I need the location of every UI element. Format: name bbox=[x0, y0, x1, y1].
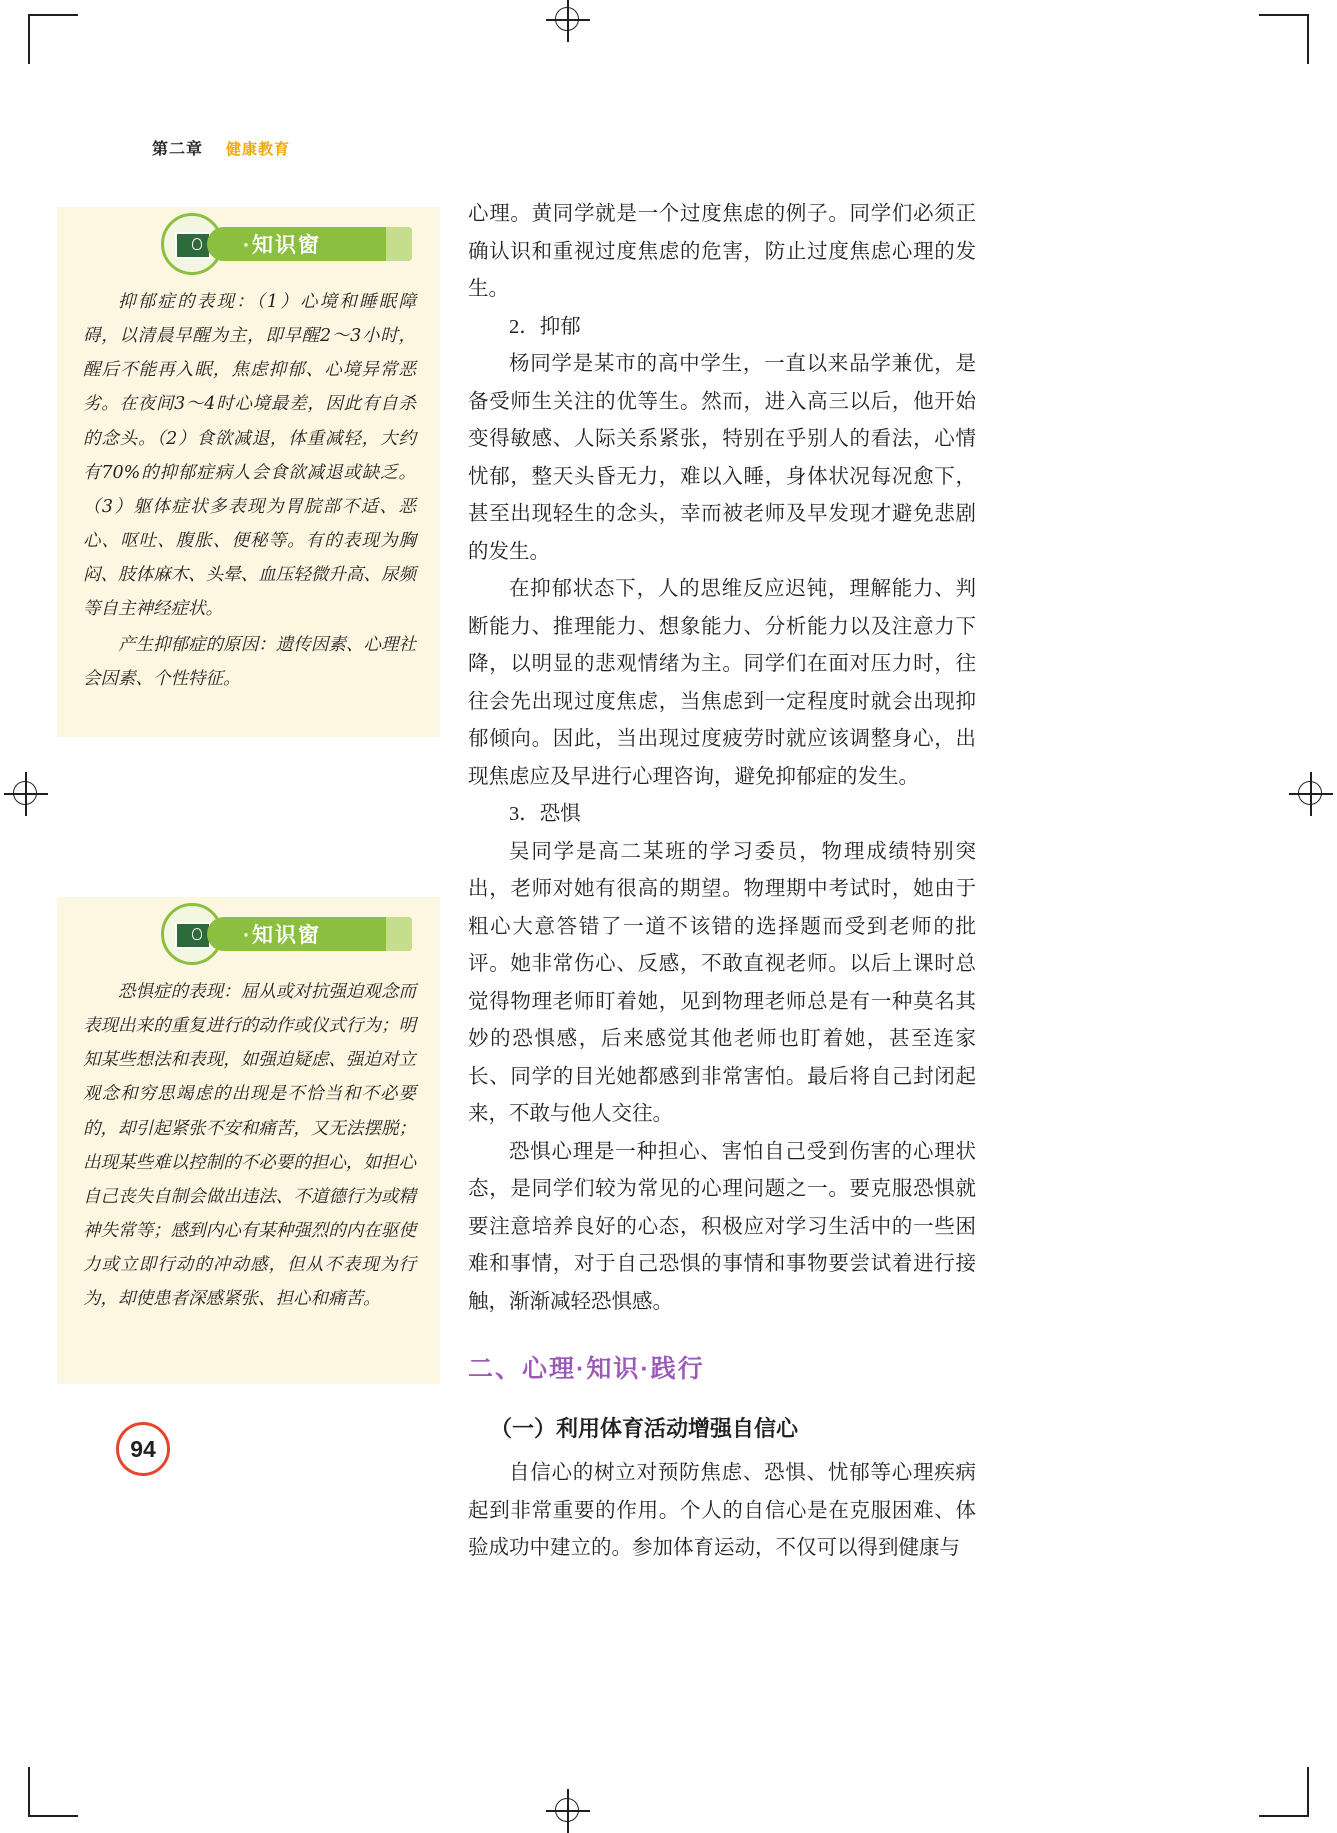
registration-mark-top bbox=[546, 0, 590, 42]
body-heading-2: 2．抑郁 bbox=[509, 315, 581, 338]
knowledge-box-1 bbox=[57, 207, 440, 737]
knowledge-box-2-title: ·知识窗 bbox=[243, 924, 321, 947]
main-text-column bbox=[468, 196, 976, 1568]
crop-mark-bottom-left bbox=[28, 1767, 78, 1817]
chapter-label: 第二章 bbox=[152, 141, 204, 158]
knowledge-box-1-paragraph-1: 抑郁症的表现：（1）心境和睡眠障碍，以清晨早醒为主，即早醒2～3小时，醒后不能再入眠，焦虑抑郁、心境异常恶劣。在夜间3～4时心境最差，因此有自杀的念头。（2）食欲减退，体重减轻，大约有70%的抑郁症病人会食欲减退或缺乏。（3）躯体症状多表现为胃脘部不适、恶心、呕吐、腹胀、便秘等。有的表现为胸闷、肢体麻木、头晕、血压轻微升高、尿频等自主神经症状。 bbox=[83, 292, 416, 620]
knowledge-box-2 bbox=[57, 897, 440, 1384]
body-paragraph-1: 心理。黄同学就是一个过度焦虑的例子。同学们必须正确认识和重视过度焦虑的危害，防止过度焦虑心理的发生。 bbox=[468, 203, 976, 300]
running-header bbox=[152, 136, 290, 159]
body-paragraph-5: 恐惧心理是一种担心、害怕自己受到伤害的心理状态，是同学们较为常见的心理问题之一。要克服恐惧就要注意培养良好的心态，积极应对学习生活中的一些困难和事情，对于自己恐惧的事情和事物要尝试着进行接触，渐渐减轻恐惧感。 bbox=[468, 1140, 976, 1313]
body-paragraph-4: 吴同学是高二某班的学习委员，物理成绩特别突出，老师对她有很高的期望。物理期中考试时，她由于粗心大意答错了一道不该错的选择题而受到老师的批评。她非常伤心、反感，不敢直视老师。以后上课时总觉得物理老师盯着她，见到物理老师总是有一种莫名其妙的恐惧感，后来感觉其他老师也盯着她，甚至连家长、同学的目光她都感到非常害怕。最后将自己封闭起来，不敢与他人交往。 bbox=[468, 840, 976, 1125]
body-paragraph-3: 在抑郁状态下，人的思维反应迟钝，理解能力、判断能力、推理能力、想象能力、分析能力以及注意力下降，以明显的悲观情绪为主。同学们在面对压力时，往往会先出现过度焦虑，当焦虑到一定程度时就会出现抑郁倾向。因此，当出现过度疲劳时就应该调整身心，出现焦虑应及早进行心理咨询，避免抑郁症的发生。 bbox=[468, 578, 976, 788]
knowledge-box-1-header bbox=[57, 207, 440, 285]
registration-mark-left bbox=[4, 772, 48, 816]
registration-mark-bottom bbox=[546, 1789, 590, 1833]
knowledge-box-1-body bbox=[57, 285, 440, 697]
sub-section-title: （一）利用体育活动增强自信心 bbox=[490, 1415, 799, 1441]
knowledge-box-2-header bbox=[57, 897, 440, 975]
knowledge-box-1-paragraph-2: 产生抑郁症的原因：遗传因素、心理社会因素、个性特征。 bbox=[83, 635, 416, 690]
body-paragraph-6: 自信心的树立对预防焦虑、恐惧、忧郁等心理疾病起到非常重要的作用。个人的自信心是在克服困难、体验成功中建立的。参加体育运动，不仅可以得到健康与 bbox=[468, 1462, 976, 1559]
page-number: 94 bbox=[116, 1422, 170, 1476]
knowledge-box-2-body bbox=[57, 975, 440, 1316]
knowledge-box-1-title: ·知识窗 bbox=[243, 234, 321, 257]
crop-mark-bottom-right bbox=[1259, 1767, 1309, 1817]
crop-mark-top-left bbox=[28, 14, 78, 64]
crop-mark-top-right bbox=[1259, 14, 1309, 64]
chapter-name-label: 健康教育 bbox=[226, 141, 291, 158]
registration-mark-right bbox=[1289, 772, 1333, 816]
body-paragraph-2: 杨同学是某市的高中学生，一直以来品学兼优，是备受师生关注的优等生。然而，进入高三以后，他开始变得敏感、人际关系紧张，特别在乎别人的看法，心情忧郁，整天头昏无力，难以入睡，身体状况每况愈下，甚至出现轻生的念头，幸而被老师及早发现才避免悲剧的发生。 bbox=[468, 353, 976, 563]
section-title: 二、心理·知识·践行 bbox=[468, 1355, 705, 1383]
body-heading-3: 3．恐惧 bbox=[509, 803, 581, 825]
knowledge-box-2-paragraph-1: 恐惧症的表现：屈从或对抗强迫观念而表现出来的重复进行的动作或仪式行为；明知某些想法和表现，如强迫疑虑、强迫对立观念和穷思竭虑的出现是不恰当和不必要的，却引起紧张不安和痛苦，又无法摆脱；出现某些难以控制的不必要的担心，如担心自己丧失自制会做出违法、不道德行为或精神失常等；感到内心有某种强烈的内在驱使力或立即行动的冲动感，但从不表现为行为，却使患者深感紧张、担心和痛苦。 bbox=[83, 982, 416, 1310]
